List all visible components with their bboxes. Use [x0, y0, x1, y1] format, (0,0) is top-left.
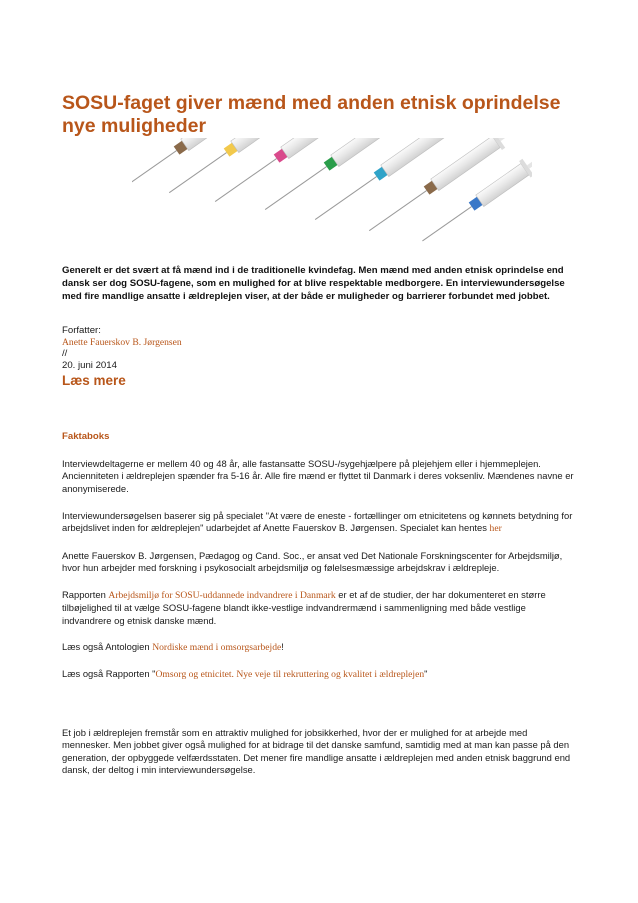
factbox-paragraph-5 — [62, 641, 574, 654]
article-date: 20. juni 2014 — [62, 359, 117, 371]
article-lead: Generelt er det svært at få mænd ind i de traditionelle kvindefag. Men mænd med anden etnisk oprindelse end dansk ser dog SOSU-fagene, som en mulighed for at blive respektable medborgere. En interviewundersøgelse med fire mandlige ansatte i ældreplejen viser, at der både er muligheder og barrierer forbundet med jobbet. — [62, 265, 565, 303]
anthology-link[interactable]: Nordiske mænd i omsorgsarbejde — [152, 642, 282, 653]
author-link[interactable]: Anette Fauerskov B. Jørgensen — [62, 336, 182, 348]
factbox-paragraph-2 — [62, 510, 574, 536]
report-link-sosu[interactable]: Arbejdsmiljø for SOSU-uddannede indvandrere i Danmark — [108, 590, 336, 601]
syringes-image — [132, 138, 532, 266]
factbox-paragraph-4-before: Rapporten — [62, 589, 106, 600]
factbox-paragraph-4 — [62, 589, 574, 627]
factbox-title: Faktaboks — [62, 431, 110, 442]
syringe-1 — [132, 138, 275, 194]
report-link-omsorg[interactable]: Omsorg og etnicitet. Nye veje til rekruttering og kvalitet i ældreplejen — [155, 669, 425, 680]
factbox-paragraph-6-after: " — [424, 668, 428, 679]
author-label: Forfatter: — [62, 325, 101, 336]
read-more-link[interactable]: Læs mere — [62, 373, 126, 388]
factbox-paragraph-2-text: Interviewundersøgelsen baserer sig på specialet "At være de eneste - fortællinger om etnicitetens og kønnets betydning for arbejdslivet inden for ældreplejen" udarbejdet af Anette Fauerskov B. Jørgensen. Specialet kan hentes — [62, 510, 573, 534]
factbox-paragraph-3: Anette Fauerskov B. Jørgensen, Pædagog og Cand. Soc., er ansat ved Det Nationale Forskningscenter for Arbejdsmiljø, hvor hun arbejder med forskning i psykosocialt arbejdsmiljø og følelsesmæssige arbejdskrav i ældrepleje. — [62, 550, 563, 574]
factbox-paragraph-5-before: Læs også Antologien — [62, 641, 150, 652]
factbox-paragraph-6 — [62, 668, 574, 681]
article-meta — [62, 325, 574, 371]
factbox-paragraph-6-before: Læs også Rapporten " — [62, 668, 156, 679]
thesis-download-link[interactable]: her — [489, 523, 502, 535]
body-paragraph-1: Et job i ældreplejen fremstår som en attraktiv mulighed for jobsikkerhed, hvor der er mulighed for at arbejde med mennesker. Men jobbet giver også mulighed for at bidrage til det danske samfund, samtidig med at man kan passe på den generation, der opbyggede velfærdsstaten. Det mener fire mandlige ansatte i ældreplejen med anden etnisk baggrund end dansk, der deltog i min interviewundersøgelse. — [62, 727, 571, 776]
factbox-paragraph-4-after: er et af de studier, der har dokumenteret en større tilbøjelighed til at vælge SOSU-fagene blandt ikke-vestlige indvandrermænd i sammenligning med både vestlige indvandrere og etnisk danske mænd. — [62, 589, 546, 626]
meta-separator: // — [62, 348, 68, 359]
factbox-paragraph-5-after: ! — [281, 641, 284, 652]
page-title: SOSU-faget giver mænd med anden etnisk oprindelse nye muligheder — [62, 92, 561, 137]
factbox-paragraph-1: Interviewdeltagerne er mellem 40 og 48 år, alle fastansatte SOSU-/sygehjælpere på plejehjem eller i hjemmeplejen. Ancienniteten i ældreplejen spænder fra 5-16 år. Alle fire mænd er flyttet til Danmark i deres voksenliv. Mændenes navne er anonymiserede. — [62, 458, 574, 494]
